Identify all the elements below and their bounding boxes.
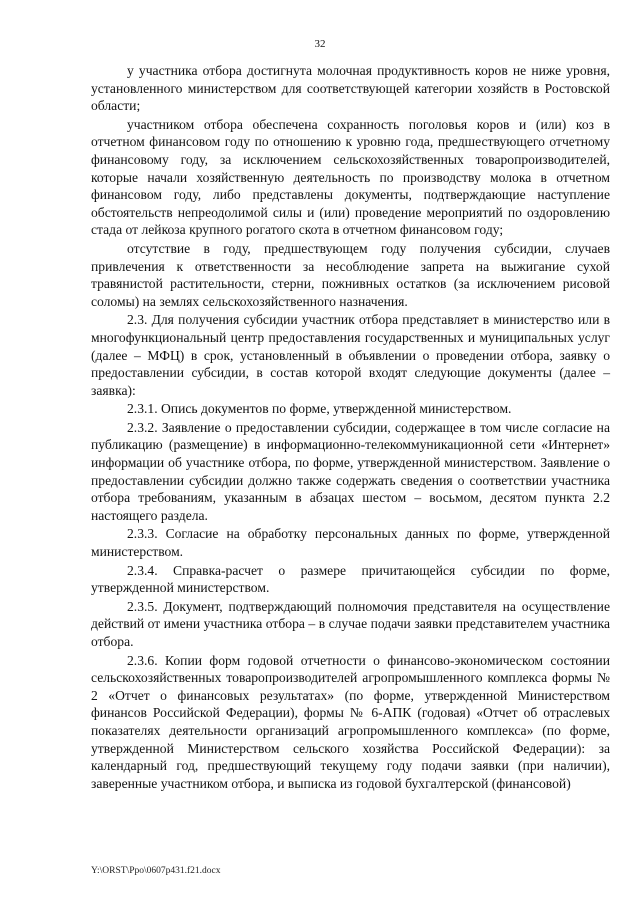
footer-file-path: Y:\ORST\Ppo\0607p431.f21.docx xyxy=(91,866,221,876)
page-number: 32 xyxy=(314,38,326,50)
paragraph-2-3-3: 2.3.3. Согласие на обработку персональных данных по форме, утвержденной министерством. xyxy=(91,526,610,560)
paragraph-burning-ban: отсутствие в году, предшествующем году получения субсидии, случаев привлечения к ответственности за несоблюдение запрета на выжигание сухой травянистой растительности, стерни, пожнивных остатков (за исключением рисовой соломы) на землях сельскохозяйственного назначения. xyxy=(91,240,610,309)
paragraph-2-3-5: 2.3.5. Документ, подтверждающий полномочия представителя на осуществление действий от имени участника отбора – в случае подачи заявки представителем участника отбора. xyxy=(91,598,610,649)
paragraph-2-3-6: 2.3.6. Копии форм годовой отчетности о финансово-экономическом состоянии сельскохозяйственных товаропроизводителей агропромышленного комплекса формы № 2 «Отчет о финансовых результатах» (по форме, утвержденной Министерством финансов Российской Федерации), формы № 6-АПК (годовая) «Отчет об отраслевых показателях деятельности организаций агропромышленного комплекса» (по форме, утвержденной Министерством сельского хозяйства Российской Федерации): за календарный год, предшествующий текущему году подачи заявки (при наличии), заверенные участником отбора, и выписка из годовой бухгалтерской (финансовой) xyxy=(91,652,610,791)
paragraph-2-3: 2.3. Для получения субсидии участник отбора представляет в министерство или в многофункциональный центр предоставления государственных и муниципальных услуг (далее – МФЦ) в срок, установленный в объявлении о проведении отбора, заявку о предоставлении субсидии, в состав которой входят следующие документы (далее – заявка): xyxy=(91,312,610,398)
paragraph-milk-productivity: у участника отбора достигнута молочная продуктивность коров не ниже уровня, установленного министерством для соответствующей категории хозяйств в Ростовской области; xyxy=(91,63,610,114)
document-body xyxy=(91,62,610,792)
paragraph-livestock-preservation: участником отбора обеспечена сохранность поголовья коров и (или) коз в отчетном финансовом году по отношению к уровню года, предшествующего отчетному финансовому году, за исключением сельскохозяйственных товаропроизводителей, которые начали хозяйственную деятельность по производству молока в отчетном финансовом году, либо представлены документы, подтверждающие наступление обстоятельств непреодолимой силы и (или) проведение мероприятий по оздоровлению стада от лейкоза крупного рогатого скота в отчетном финансовом году; xyxy=(91,116,610,238)
paragraph-2-3-4: 2.3.4. Справка-расчет о размере причитающейся субсидии по форме, утвержденной министерством. xyxy=(91,562,610,596)
paragraph-2-3-1: 2.3.1. Опись документов по форме, утвержденной министерством. xyxy=(127,401,512,417)
paragraph-2-3-2: 2.3.2. Заявление о предоставлении субсидии, содержащее в том числе согласие на публикацию (размещение) в информационно-телекоммуникационной сети «Интернет» информации об участнике отбора, по форме, утвержденной министерством. Заявление о предоставлении субсидии должно также содержать сведения о соответствии участника отбора требованиям, указанным в абзацах шестом – восьмом, десятом пункта 2.2 настоящего раздела. xyxy=(91,419,610,523)
